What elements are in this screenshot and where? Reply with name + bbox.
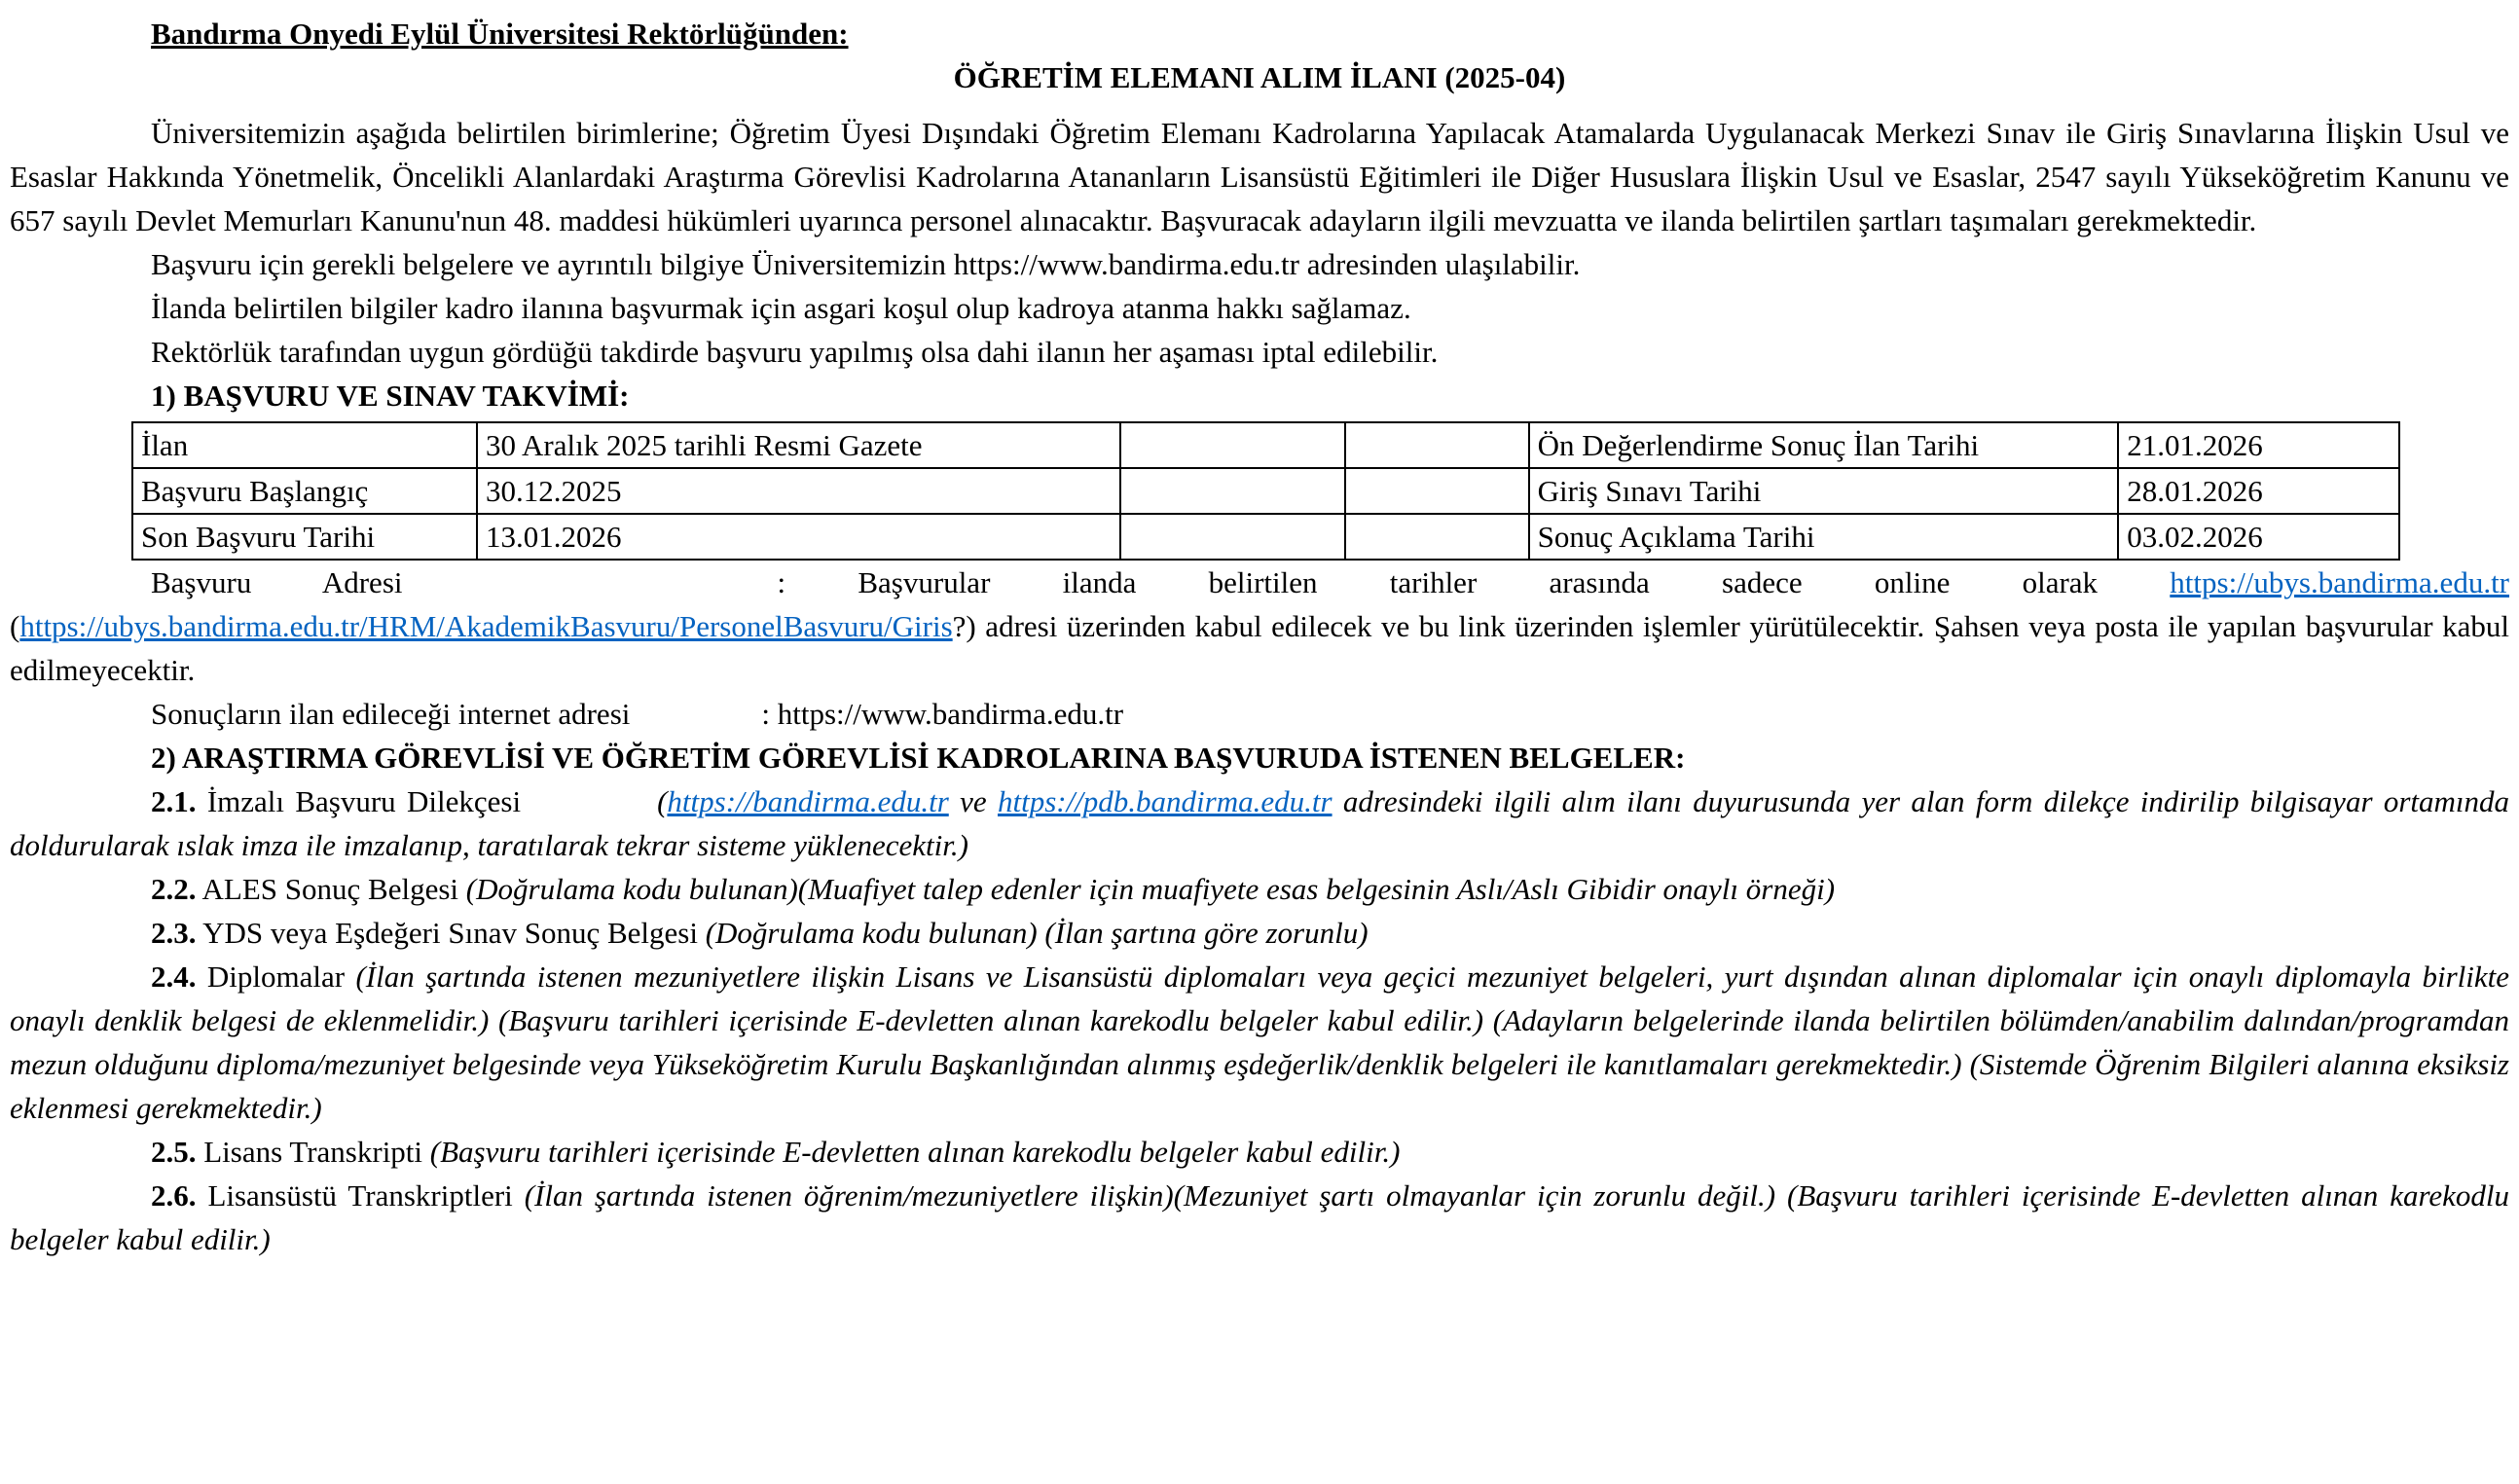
item-title: Lisans Transkripti <box>203 1135 423 1169</box>
pdb-bandirma-link[interactable]: https://pdb.bandirma.edu.tr <box>997 784 1333 818</box>
item-title: ALES Sonuç Belgesi <box>201 872 459 906</box>
item-2-4 <box>10 955 2509 1130</box>
cell-left-value: 13.01.2026 <box>477 514 1120 560</box>
ubys-link[interactable]: https://ubys.bandirma.edu.tr <box>2170 565 2510 599</box>
application-info-paragraph: Başvuru için gerekli belgelere ve ayrıntılı bilgiye Üniversitemizin https://www.bandirma.edu.tr adresinden ulaşılabilir. <box>151 247 1581 281</box>
address-colon: : <box>777 565 786 599</box>
cell-right-label: Giriş Sınavı Tarihi <box>1529 468 2119 514</box>
item-note: (İlan şartında istenen öğrenim/mezuniyetlere ilişkin)(Mezuniyet şartı olmayanlar için zorunlu değil.) (Başvuru tarihleri içerisinde E-devletten alınan karekodlu belgeler kabul edilir.) <box>10 1178 2510 1256</box>
item-note: (Başvuru tarihleri içerisinde E-devletten alınan karekodlu belgeler kabul edilir.) <box>429 1135 1401 1169</box>
intro-paragraph: Üniversitemizin aşağıda belirtilen birimlerine; Öğretim Üyesi Dışındaki Öğretim Elemanı Kadrolarına Yapılacak Atamalarda Uygulanacak Merkezi Sınav ile Giriş Sınavlarına İlişkin Usul ve Esaslar Hakkında Yönetmelik, Öncelikli Alanlardaki Araştırma Görevlisi Kadrolarına Atananların Lisansüstü Eğitimleri ile Diğer Hususlara İlişkin Usul ve Esaslar, 2547 sayılı Yükseköğretim Kanunu ve 657 sayılı Devlet Memurları Kanunu'nun 48. maddesi hükümleri uyarınca personel alınacaktır. Başvuracak adayların ilgili mevzuatta ve ilanda belirtilen şartları taşımaları gerekmektedir. <box>10 116 2509 237</box>
cancellation-paragraph: Rektörlük tarafından uygun gördüğü takdirde başvuru yapılmış olsa dahi ilanın her aşaması iptal edilebilir. <box>151 335 1439 369</box>
item-number: 2.2. <box>151 872 197 906</box>
results-label: Sonuçların ilan edileceği internet adresi <box>151 697 631 731</box>
item-gap <box>521 811 657 812</box>
item-link-separator: ve <box>948 784 998 818</box>
cell-right-value: 03.02.2026 <box>2118 514 2399 560</box>
item-title: Lisansüstü Transkriptleri <box>207 1178 513 1213</box>
section1-heading: 1) BAŞVURU VE SINAV TAKVİMİ: <box>151 379 630 413</box>
table-row <box>132 422 2399 468</box>
results-address-line <box>10 692 2509 736</box>
item-number: 2.4. <box>151 959 197 994</box>
item-number: 2.6. <box>151 1178 197 1213</box>
rectorate-header-text: Bandırma Onyedi Eylül Üniversitesi Rektörlüğünden: <box>151 17 849 51</box>
cell-right-value: 28.01.2026 <box>2118 468 2399 514</box>
cell-left-label: Başvuru Başlangıç <box>132 468 477 514</box>
cell-empty <box>1345 514 1529 560</box>
item-2-2 <box>10 867 2509 911</box>
cell-empty <box>1345 422 1529 468</box>
item-title: YDS veya Eşdeğeri Sınav Sonuç Belgesi <box>202 916 698 950</box>
cell-empty <box>1120 468 1345 514</box>
cell-left-value: 30.12.2025 <box>477 468 1120 514</box>
item-2-6 <box>10 1174 2509 1261</box>
document-header <box>10 12 2509 55</box>
results-gap <box>630 723 761 724</box>
cell-right-label: Ön Değerlendirme Sonuç İlan Tarihi <box>1529 422 2119 468</box>
ubys-application-link[interactable]: https://ubys.bandirma.edu.tr/HRM/AkademikBasvuru/PersonelBasvuru/Giris <box>19 609 953 643</box>
cell-empty <box>1120 514 1345 560</box>
minimum-condition-paragraph: İlanda belirtilen bilgiler kadro ilanına başvurmak için asgari koşul olup kadroya atanma hakkı sağlamaz. <box>151 291 1411 325</box>
item-number: 2.5. <box>151 1135 197 1169</box>
cell-left-value: 30 Aralık 2025 tarihli Resmi Gazete <box>477 422 1120 468</box>
results-value: : https://www.bandirma.edu.tr <box>761 697 1124 731</box>
item-2-5 <box>10 1130 2509 1174</box>
address-intro-text: Başvurular ilanda belirtilen tarihler arasında sadece online olarak <box>858 565 2099 599</box>
cell-empty <box>1120 422 1345 468</box>
cell-left-label: İlan <box>132 422 477 468</box>
paren-open: ( <box>10 609 20 643</box>
item-number: 2.3. <box>151 916 197 950</box>
item-note: (Doğrulama kodu bulunan)(Muafiyet talep edenler için muafiyete esas belgesinin Aslı/Aslı Gibidir onaylı örneği) <box>465 872 1836 906</box>
item-title: Diplomalar <box>206 959 346 994</box>
application-schedule-table <box>131 421 2400 561</box>
item-number: 2.1. <box>151 784 197 818</box>
paren-open: ( <box>657 784 668 818</box>
item-2-3 <box>10 911 2509 955</box>
application-address-paragraph <box>10 561 2509 692</box>
item-2-1 <box>10 779 2509 867</box>
cell-right-value: 21.01.2026 <box>2118 422 2399 468</box>
cell-right-label: Sonuç Açıklama Tarihi <box>1529 514 2119 560</box>
item-note: (İlan şartında istenen mezuniyetlere ilişkin Lisans ve Lisansüstü diplomaları veya geçici mezuniyet belgeleri, yurt dışından alınan diplomalar için onaylı diplomayla birlikte onaylı denklik belgesi de eklenmelidir.) (Başvuru tarihleri içerisinde E-devletten alınan karekodlu belgeler kabul edilir.) (Adayların belgelerinde ilanda belirtilen bölümden/anabilim dalından/programdan mezun olduğunu diploma/mezuniyet belgesinde veya Yükseköğretim Kurulu Başkanlığından alınmış eşdeğerlik/denklik belgeleri ile kanıtlamaları gerekmektedir.) (Sistemde Öğrenim Bilgileri alanına eksiksiz eklenmesi gerekmektedir.) <box>10 959 2510 1125</box>
item-note: (Doğrulama kodu bulunan) (İlan şartına göre zorunlu) <box>705 916 1369 950</box>
address-after-link-text: ?) adresi üzerinden kabul edilecek ve bu link üzerinden işlemler yürütülecektir. Şahsen veya posta ile yapılan başvurular kabul edilmeyecektir. <box>10 609 2509 687</box>
table-row <box>132 514 2399 560</box>
table-row <box>132 468 2399 514</box>
item-note: adresindeki ilgili alım ilanı duyurusunda yer alan form dilekçe indirilip bilgisayar ortamında doldurularak ıslak imza ile imzalanıp, taratılarak tekrar sisteme yüklenecektir.) <box>10 784 2510 862</box>
item-title: İmzalı Başvuru Dilekçesi <box>206 784 522 818</box>
address-label: Başvuru Adresi <box>151 565 403 599</box>
section2-heading: 2) ARAŞTIRMA GÖREVLİSİ VE ÖĞRETİM GÖREVLİSİ KADROLARINA BAŞVURUDA İSTENEN BELGELER: <box>151 741 1686 775</box>
cell-empty <box>1345 468 1529 514</box>
document-title: ÖĞRETİM ELEMANI ALIM İLANI (2025-04) <box>953 60 1566 94</box>
address-gap <box>403 592 778 593</box>
bandirma-link[interactable]: https://bandirma.edu.tr <box>667 784 949 818</box>
cell-left-label: Son Başvuru Tarihi <box>132 514 477 560</box>
